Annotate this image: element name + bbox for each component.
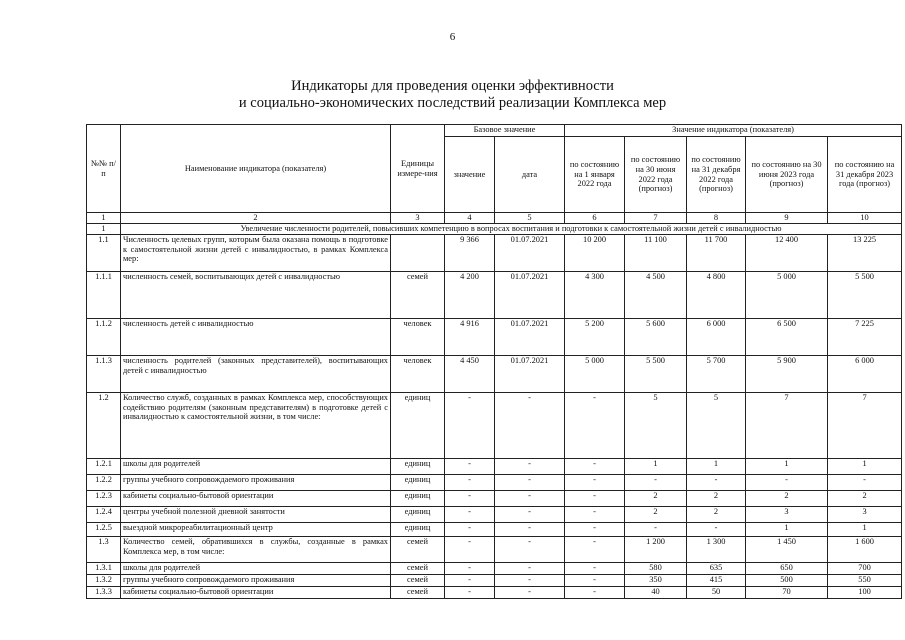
base-date-cell: -: [495, 575, 565, 587]
value-jun-2022: 2: [625, 491, 687, 507]
unit-cell: единиц: [391, 475, 445, 491]
column-number: 5: [495, 213, 565, 224]
row-number: 1.3.2: [87, 575, 121, 587]
value-dec-2022: 6 000: [687, 319, 746, 356]
value-dec-2022: 11 700: [687, 235, 746, 272]
indicator-name: школы для родителей: [121, 459, 391, 475]
table-row: [87, 393, 902, 459]
value-jun-2022: 40: [625, 587, 687, 599]
base-value-cell: 4 916: [445, 319, 495, 356]
value-jun-2022: 5 600: [625, 319, 687, 356]
value-jan-2022: -: [565, 523, 625, 537]
value-jan-2022: -: [565, 563, 625, 575]
row-number: 1.2: [87, 393, 121, 459]
indicator-name: Количество семей, обратившихся в службы, созданные в рамках Комплекса мер, в том числе:: [121, 537, 391, 563]
table-row: [87, 537, 902, 563]
header-base-value: значение: [445, 137, 495, 213]
value-jan-2022: -: [565, 475, 625, 491]
value-jun-2022: 1 200: [625, 537, 687, 563]
value-jan-2022: 5 000: [565, 356, 625, 393]
base-date-cell: 01.07.2021: [495, 356, 565, 393]
value-jan-2022: -: [565, 393, 625, 459]
base-value-cell: -: [445, 537, 495, 563]
base-value-cell: -: [445, 475, 495, 491]
value-dec-2023: 5 500: [828, 272, 902, 319]
indicator-name: Численность целевых групп, которым была оказана помощь в подготовке к самостоятельной жизни детей с инвалидностью, в рамках Комплекса мер:: [121, 235, 391, 272]
value-jun-2023: 6 500: [746, 319, 828, 356]
unit-cell: единиц: [391, 507, 445, 523]
column-number: 2: [121, 213, 391, 224]
base-value-cell: -: [445, 575, 495, 587]
unit-cell: единиц: [391, 491, 445, 507]
row-number: 1.3.3: [87, 587, 121, 599]
value-jun-2023: 2: [746, 491, 828, 507]
base-value-cell: -: [445, 587, 495, 599]
column-number: 4: [445, 213, 495, 224]
table-row: [87, 491, 902, 507]
value-dec-2022: 4 800: [687, 272, 746, 319]
base-date-cell: -: [495, 507, 565, 523]
value-jun-2023: 1: [746, 459, 828, 475]
value-jan-2022: -: [565, 537, 625, 563]
value-dec-2023: 2: [828, 491, 902, 507]
value-jun-2022: -: [625, 475, 687, 491]
header-target-4: по состоянию на 30 июня 2023 года (прогноз): [746, 137, 828, 213]
table-row: [87, 575, 902, 587]
value-jun-2023: 3: [746, 507, 828, 523]
unit-cell: человек: [391, 356, 445, 393]
value-dec-2023: 7 225: [828, 319, 902, 356]
header-name: Наименование индикатора (показателя): [121, 125, 391, 213]
row-number: 1.2.4: [87, 507, 121, 523]
value-jan-2022: -: [565, 587, 625, 599]
row-number: 1.3.1: [87, 563, 121, 575]
base-date-cell: -: [495, 491, 565, 507]
section-row: [87, 224, 902, 235]
header-base-date: дата: [495, 137, 565, 213]
unit-cell: семей: [391, 563, 445, 575]
header-target-group: Значение индикатора (показателя): [565, 125, 902, 137]
row-number: 1.1.1: [87, 272, 121, 319]
value-dec-2023: 7: [828, 393, 902, 459]
indicator-name: Количество служб, созданных в рамках Комплекса мер, способствующих содействию родителям (законным представителям) в подготовке детей с инвалидностью к самостоятельной жизни, в том числе:: [121, 393, 391, 459]
value-jan-2022: -: [565, 491, 625, 507]
column-number: 1: [87, 213, 121, 224]
title-line-2: и социально-экономических последствий реализации Комплекса мер: [238, 95, 667, 111]
table-row: [87, 319, 902, 356]
indicator-name: кабинеты социально-бытовой ориентации: [121, 587, 391, 599]
value-jun-2022: 1: [625, 459, 687, 475]
row-number: 1.3: [87, 537, 121, 563]
base-date-cell: -: [495, 459, 565, 475]
value-jan-2022: -: [565, 575, 625, 587]
base-value-cell: 4 200: [445, 272, 495, 319]
table-row: [87, 507, 902, 523]
header-target-1: по состоянию на 1 января 2022 года: [565, 137, 625, 213]
value-dec-2022: 5: [687, 393, 746, 459]
unit-cell: человек: [391, 319, 445, 356]
section-num: 1: [87, 224, 121, 235]
base-date-cell: -: [495, 393, 565, 459]
value-dec-2023: 100: [828, 587, 902, 599]
value-dec-2022: 1: [687, 459, 746, 475]
column-number: 9: [746, 213, 828, 224]
row-number: 1.1: [87, 235, 121, 272]
base-value-cell: -: [445, 491, 495, 507]
section-title: Увеличение численности родителей, повысивших компетенцию в вопросах воспитания и подготовки к самостоятельной жизни детей с инвалидностью: [121, 224, 902, 235]
indicator-name: группы учебного сопровождаемого проживания: [121, 475, 391, 491]
row-number: 1.1.3: [87, 356, 121, 393]
value-jun-2022: 11 100: [625, 235, 687, 272]
base-date-cell: -: [495, 537, 565, 563]
header-unit: Единицы измере-ния: [391, 125, 445, 213]
value-dec-2023: 1: [828, 459, 902, 475]
row-number: 1.1.2: [87, 319, 121, 356]
indicator-name: центры учебной полезной дневной занятости: [121, 507, 391, 523]
table-row: [87, 587, 902, 599]
unit-cell: семей: [391, 575, 445, 587]
table-row: [87, 235, 902, 272]
header-target-3: по состоянию на 31 декабря 2022 года (прогноз): [687, 137, 746, 213]
row-number: 1.2.5: [87, 523, 121, 537]
row-number: 1.2.1: [87, 459, 121, 475]
value-jun-2023: 5 900: [746, 356, 828, 393]
value-jun-2023: 70: [746, 587, 828, 599]
value-jun-2023: -: [746, 475, 828, 491]
value-jun-2022: 580: [625, 563, 687, 575]
value-jun-2022: -: [625, 523, 687, 537]
title-line-1: Индикаторы для проведения оценки эффективности: [291, 78, 614, 94]
value-jun-2022: 5 500: [625, 356, 687, 393]
base-value-cell: 4 450: [445, 356, 495, 393]
indicator-name: численность родителей (законных представителей), воспитывающих детей с инвалидностью: [121, 356, 391, 393]
column-number: 7: [625, 213, 687, 224]
value-jun-2023: 1 450: [746, 537, 828, 563]
base-value-cell: -: [445, 393, 495, 459]
column-number: 6: [565, 213, 625, 224]
header-num: №№ п/п: [87, 125, 121, 213]
indicator-name: группы учебного сопровождаемого проживания: [121, 575, 391, 587]
value-dec-2023: 6 000: [828, 356, 902, 393]
indicator-name: кабинеты социально-бытовой ориентации: [121, 491, 391, 507]
value-dec-2022: -: [687, 475, 746, 491]
table-row: [87, 475, 902, 491]
table-row: [87, 272, 902, 319]
base-date-cell: -: [495, 523, 565, 537]
indicator-name: численность семей, воспитывающих детей с инвалидностью: [121, 272, 391, 319]
value-jan-2022: -: [565, 507, 625, 523]
unit-cell: семей: [391, 272, 445, 319]
value-jun-2022: 4 500: [625, 272, 687, 319]
base-value-cell: -: [445, 523, 495, 537]
value-dec-2023: 1 600: [828, 537, 902, 563]
value-dec-2023: 550: [828, 575, 902, 587]
value-dec-2022: 2: [687, 507, 746, 523]
row-number: 1.2.3: [87, 491, 121, 507]
document-title: [0, 78, 905, 112]
value-jun-2022: 2: [625, 507, 687, 523]
value-dec-2023: -: [828, 475, 902, 491]
base-value-cell: -: [445, 563, 495, 575]
value-dec-2022: 635: [687, 563, 746, 575]
row-number: 1.2.2: [87, 475, 121, 491]
unit-cell: единиц: [391, 459, 445, 475]
value-jan-2022: 5 200: [565, 319, 625, 356]
value-jun-2022: 350: [625, 575, 687, 587]
column-numbers-row: [87, 213, 902, 224]
table-row: [87, 563, 902, 575]
value-jun-2023: 12 400: [746, 235, 828, 272]
value-dec-2022: 2: [687, 491, 746, 507]
base-date-cell: -: [495, 475, 565, 491]
table-row: [87, 459, 902, 475]
value-dec-2023: 700: [828, 563, 902, 575]
base-date-cell: -: [495, 587, 565, 599]
value-jun-2023: 5 000: [746, 272, 828, 319]
base-value-cell: -: [445, 507, 495, 523]
value-dec-2022: 50: [687, 587, 746, 599]
column-number: 10: [828, 213, 902, 224]
header-target-2: по состоянию на 30 июня 2022 года (прогноз): [625, 137, 687, 213]
value-dec-2022: -: [687, 523, 746, 537]
indicator-name: численность детей с инвалидностью: [121, 319, 391, 356]
value-jun-2023: 1: [746, 523, 828, 537]
table-row: [87, 356, 902, 393]
value-jun-2023: 650: [746, 563, 828, 575]
indicators-table: [86, 124, 902, 599]
base-date-cell: 01.07.2021: [495, 235, 565, 272]
unit-cell: семей: [391, 587, 445, 599]
base-value-cell: -: [445, 459, 495, 475]
value-dec-2023: 13 225: [828, 235, 902, 272]
value-dec-2023: 1: [828, 523, 902, 537]
table-row: [87, 523, 902, 537]
column-number: 3: [391, 213, 445, 224]
page-number: 6: [449, 31, 456, 43]
base-value-cell: 9 366: [445, 235, 495, 272]
unit-cell: единиц: [391, 523, 445, 537]
value-jan-2022: 4 300: [565, 272, 625, 319]
value-dec-2022: 415: [687, 575, 746, 587]
indicator-name: выездной микрореабилитационный центр: [121, 523, 391, 537]
base-date-cell: 01.07.2021: [495, 319, 565, 356]
unit-cell: [391, 235, 445, 272]
unit-cell: единиц: [391, 393, 445, 459]
base-date-cell: 01.07.2021: [495, 272, 565, 319]
header-row-1: [87, 125, 902, 137]
header-base-group: Базовое значение: [445, 125, 565, 137]
unit-cell: семей: [391, 537, 445, 563]
value-jan-2022: 10 200: [565, 235, 625, 272]
value-dec-2023: 3: [828, 507, 902, 523]
base-date-cell: -: [495, 563, 565, 575]
value-jun-2022: 5: [625, 393, 687, 459]
indicator-name: школы для родителей: [121, 563, 391, 575]
value-dec-2022: 5 700: [687, 356, 746, 393]
value-jan-2022: -: [565, 459, 625, 475]
value-jun-2023: 7: [746, 393, 828, 459]
column-number: 8: [687, 213, 746, 224]
value-jun-2023: 500: [746, 575, 828, 587]
header-target-5: по состоянию на 31 декабря 2023 года (прогноз): [828, 137, 902, 213]
value-dec-2022: 1 300: [687, 537, 746, 563]
